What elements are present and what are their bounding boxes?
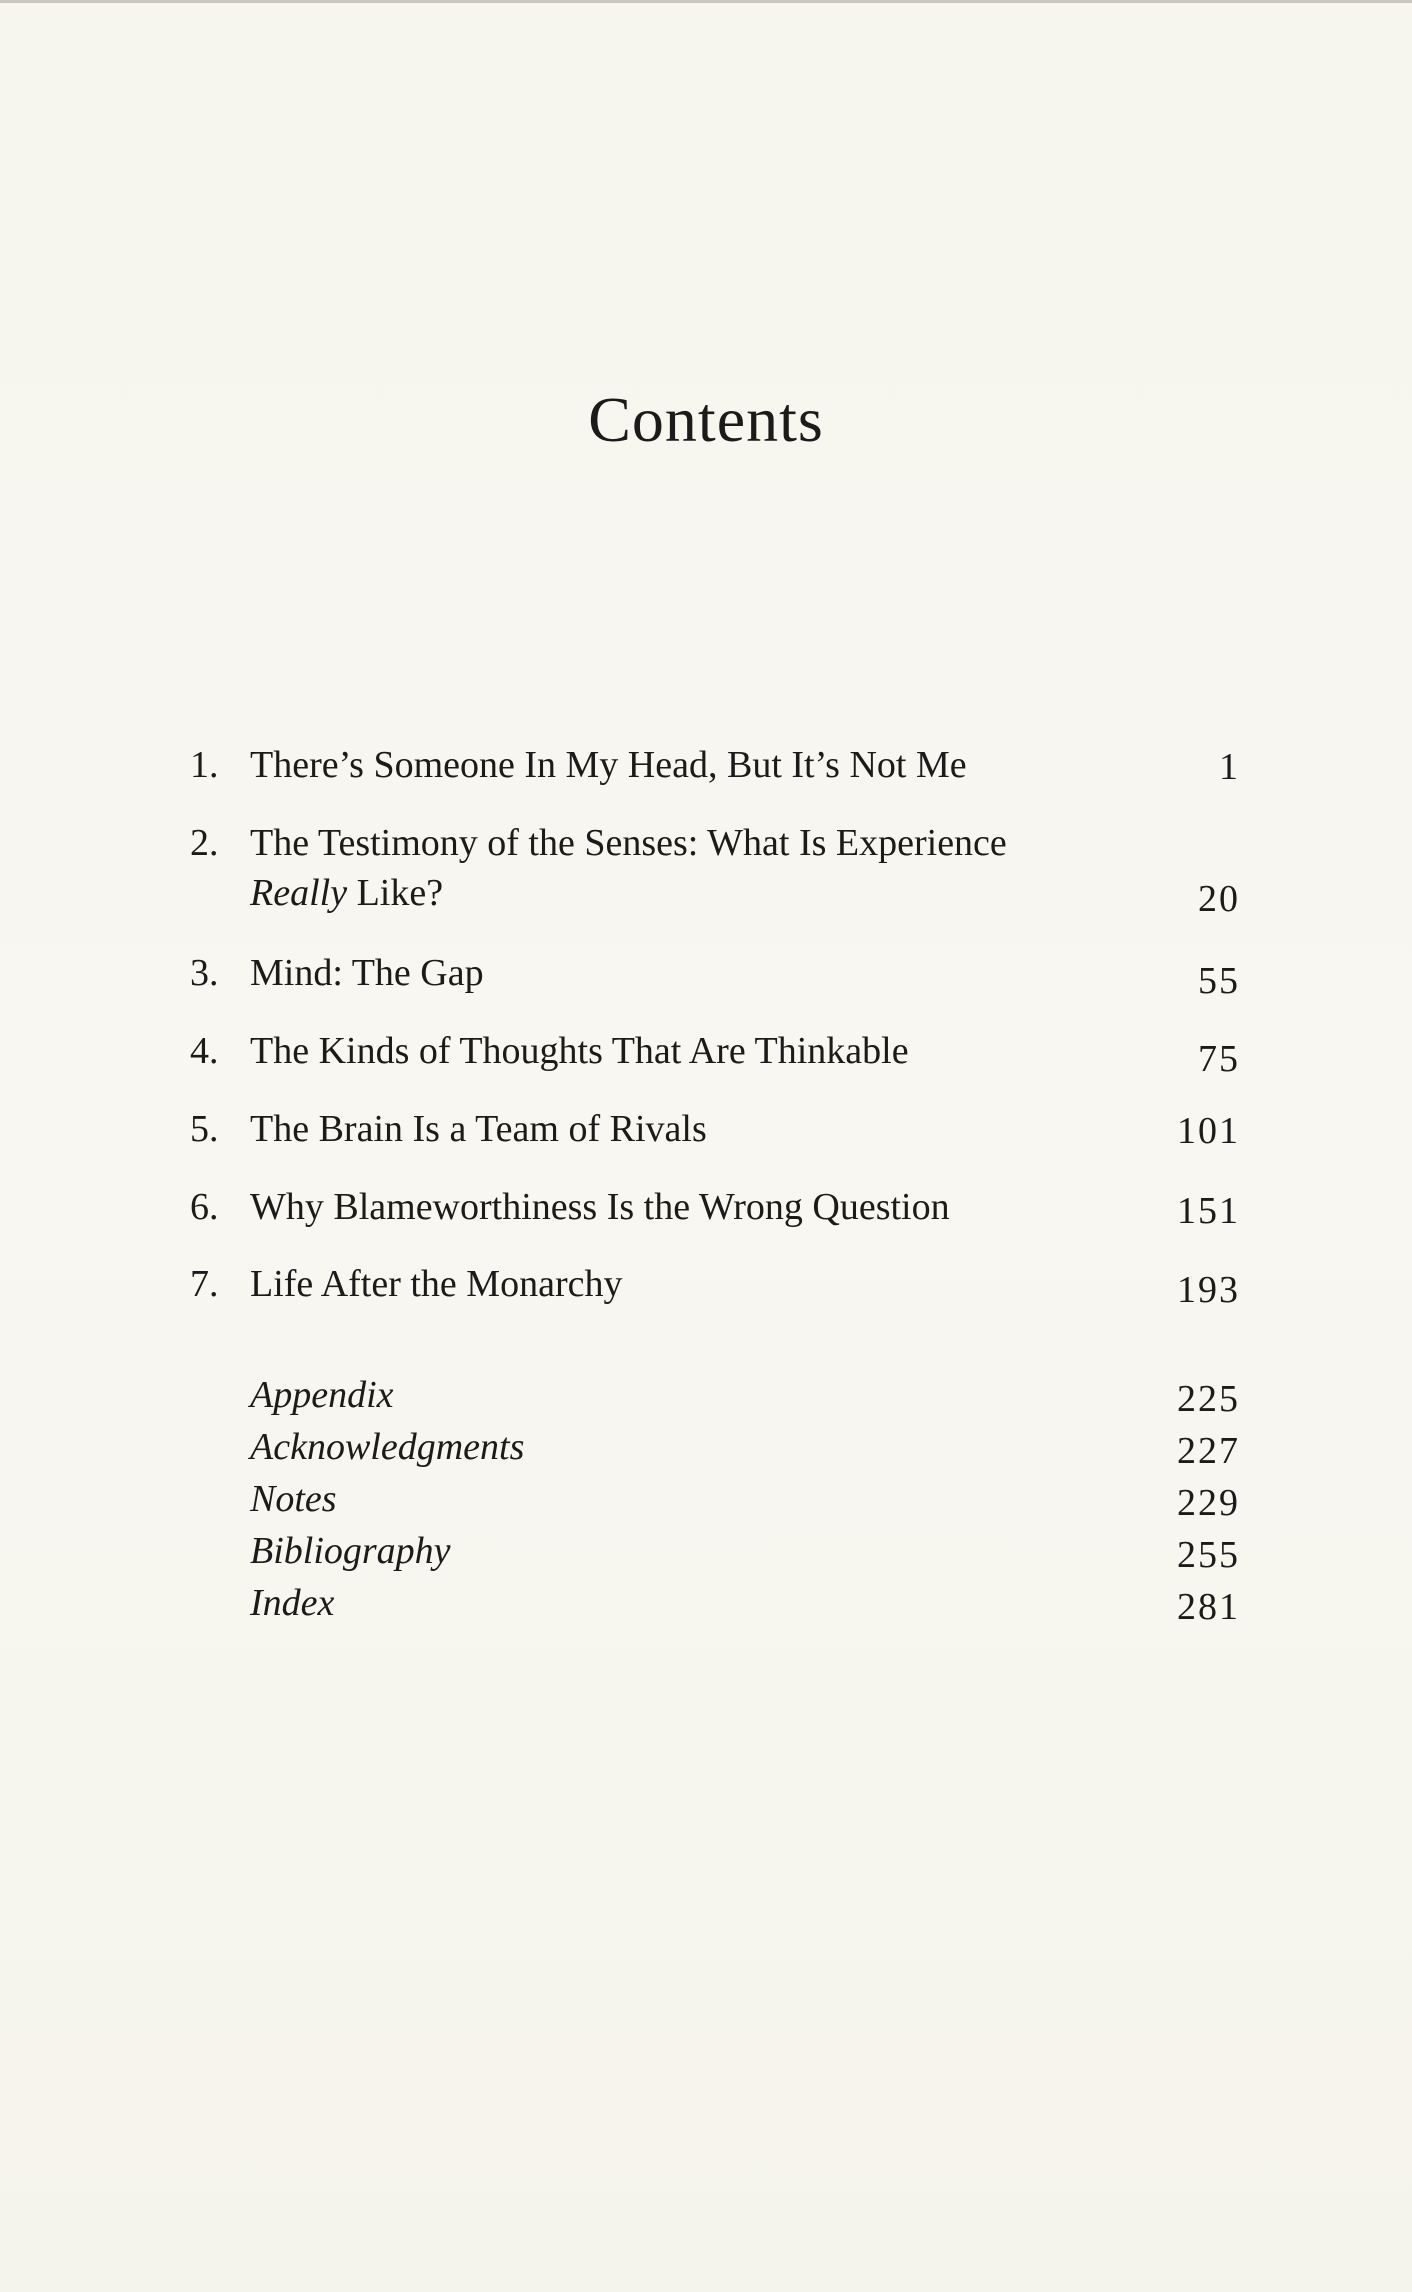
back-matter-title: Index [250, 1582, 335, 1624]
back-matter-page-number: 227 [1177, 1430, 1240, 1472]
back-matter-title: Appendix [250, 1374, 394, 1416]
page-top-edge [0, 0, 1412, 3]
chapter-number: 7. [190, 1263, 219, 1305]
chapter-number: 2. [190, 822, 219, 864]
chapter-number: 5. [190, 1108, 219, 1150]
chapter-title-emphasis: Really [250, 872, 348, 914]
chapter-title-line-1: The Testimony of the Senses: What Is Experience [250, 822, 1007, 864]
chapter-page-number: 55 [1198, 960, 1240, 1002]
chapter-title: Mind: The Gap [250, 952, 484, 994]
chapter-number: 1. [190, 744, 219, 786]
back-matter-page-number: 229 [1177, 1482, 1240, 1524]
chapter-title: The Kinds of Thoughts That Are Thinkable [250, 1030, 909, 1072]
chapter-title-line-2 [250, 868, 1120, 918]
chapter-number: 6. [190, 1186, 219, 1228]
chapter-page-number: 193 [1177, 1269, 1240, 1311]
chapter-page-number: 20 [1198, 878, 1240, 920]
toc-entry-chapter-2[interactable] [190, 818, 1240, 918]
back-matter-page-number: 281 [1177, 1586, 1240, 1628]
chapter-title: The Brain Is a Team of Rivals [250, 1108, 707, 1150]
chapter-title: There’s Someone In My Head, But It’s Not Me [250, 744, 967, 786]
chapter-number: 4. [190, 1030, 219, 1072]
chapter-page-number: 101 [1177, 1110, 1240, 1152]
chapter-title: Life After the Monarchy [250, 1263, 623, 1305]
page-title: Contents [588, 384, 824, 455]
chapter-page-number: 1 [1219, 746, 1240, 788]
back-matter-page-number: 225 [1177, 1378, 1240, 1420]
back-matter-page-number: 255 [1177, 1534, 1240, 1576]
back-matter-title: Bibliography [250, 1530, 451, 1572]
chapter-title-rest: Like? [347, 872, 444, 914]
back-matter-title: Acknowledgments [250, 1426, 525, 1468]
chapter-page-number: 151 [1177, 1190, 1240, 1232]
back-matter-title: Notes [250, 1478, 337, 1520]
chapter-title: Why Blameworthiness Is the Wrong Question [250, 1186, 950, 1228]
chapter-number: 3. [190, 952, 219, 994]
chapter-page-number: 75 [1198, 1038, 1240, 1080]
